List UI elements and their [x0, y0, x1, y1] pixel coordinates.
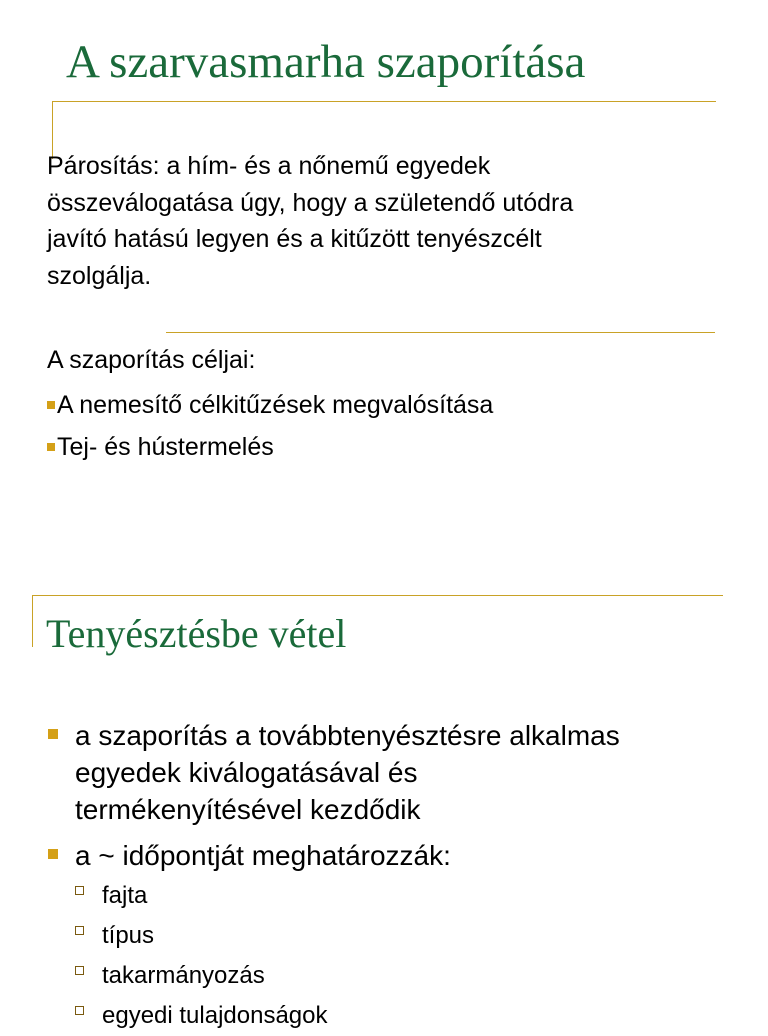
- hollow-square-bullet-icon: [75, 966, 84, 975]
- definition-line: javító hatású legyen és a kitűzött tenyészcélt: [47, 225, 542, 253]
- square-bullet-icon: [48, 849, 58, 859]
- sub-list-item: [75, 916, 620, 956]
- slide-1-title: A szarvasmarha szaporítása: [66, 36, 586, 88]
- square-bullet-icon: [48, 729, 58, 739]
- sub-list-item-text: takarmányozás: [102, 962, 265, 989]
- section-divider: [166, 332, 715, 333]
- title-accent-bar: [32, 595, 33, 647]
- definition-line: összeválogatása úgy, hogy a születendő utódra: [47, 188, 574, 217]
- hollow-square-bullet-icon: [75, 1006, 84, 1015]
- sub-bullet-list: [75, 876, 620, 1036]
- definition-line: Párosítás: a hím- és a nőnemű egyedek: [47, 152, 491, 180]
- hollow-square-bullet-icon: [75, 926, 84, 935]
- list-item-line: a szaporítás a továbbtenyésztésre alkalmas: [75, 720, 620, 751]
- bullet-list: [48, 717, 620, 1036]
- goal-item-text: Tej- és hústermelés: [57, 433, 274, 461]
- slide-2-title: Tenyésztésbe vétel: [46, 611, 347, 656]
- sub-list-item: [75, 956, 620, 996]
- square-bullet-icon: [47, 443, 55, 451]
- sub-list-item-text: egyedi tulajdonságok: [102, 1002, 328, 1029]
- sub-list-item-text: fajta: [102, 882, 148, 909]
- sub-list-item: [75, 996, 620, 1036]
- hollow-square-bullet-icon: [75, 886, 84, 895]
- list-item-line: termékenyítésével kezdődik: [75, 794, 421, 825]
- sub-list-item: [75, 876, 620, 916]
- title-underline: [52, 101, 716, 102]
- goals-heading: A szaporítás céljai:: [47, 346, 256, 374]
- list-item: [48, 717, 620, 828]
- goal-item: [47, 429, 493, 466]
- list-item-line: a ~ időpontját meghatározzák:: [75, 840, 451, 871]
- definition-line: szolgálja.: [47, 261, 152, 290]
- sub-list-item-text: típus: [102, 922, 155, 949]
- list-item: [48, 837, 620, 874]
- definition-paragraph: [47, 148, 573, 294]
- slide-2: [0, 512, 768, 1029]
- goal-item: [47, 387, 493, 424]
- title-topline: [32, 595, 723, 596]
- square-bullet-icon: [47, 401, 55, 409]
- slide-1: [0, 0, 768, 512]
- list-item-line: egyedek kiválogatásával és: [75, 757, 418, 788]
- goals-block: [47, 342, 493, 466]
- goal-item-text: A nemesítő célkitűzések megvalósítása: [57, 390, 494, 419]
